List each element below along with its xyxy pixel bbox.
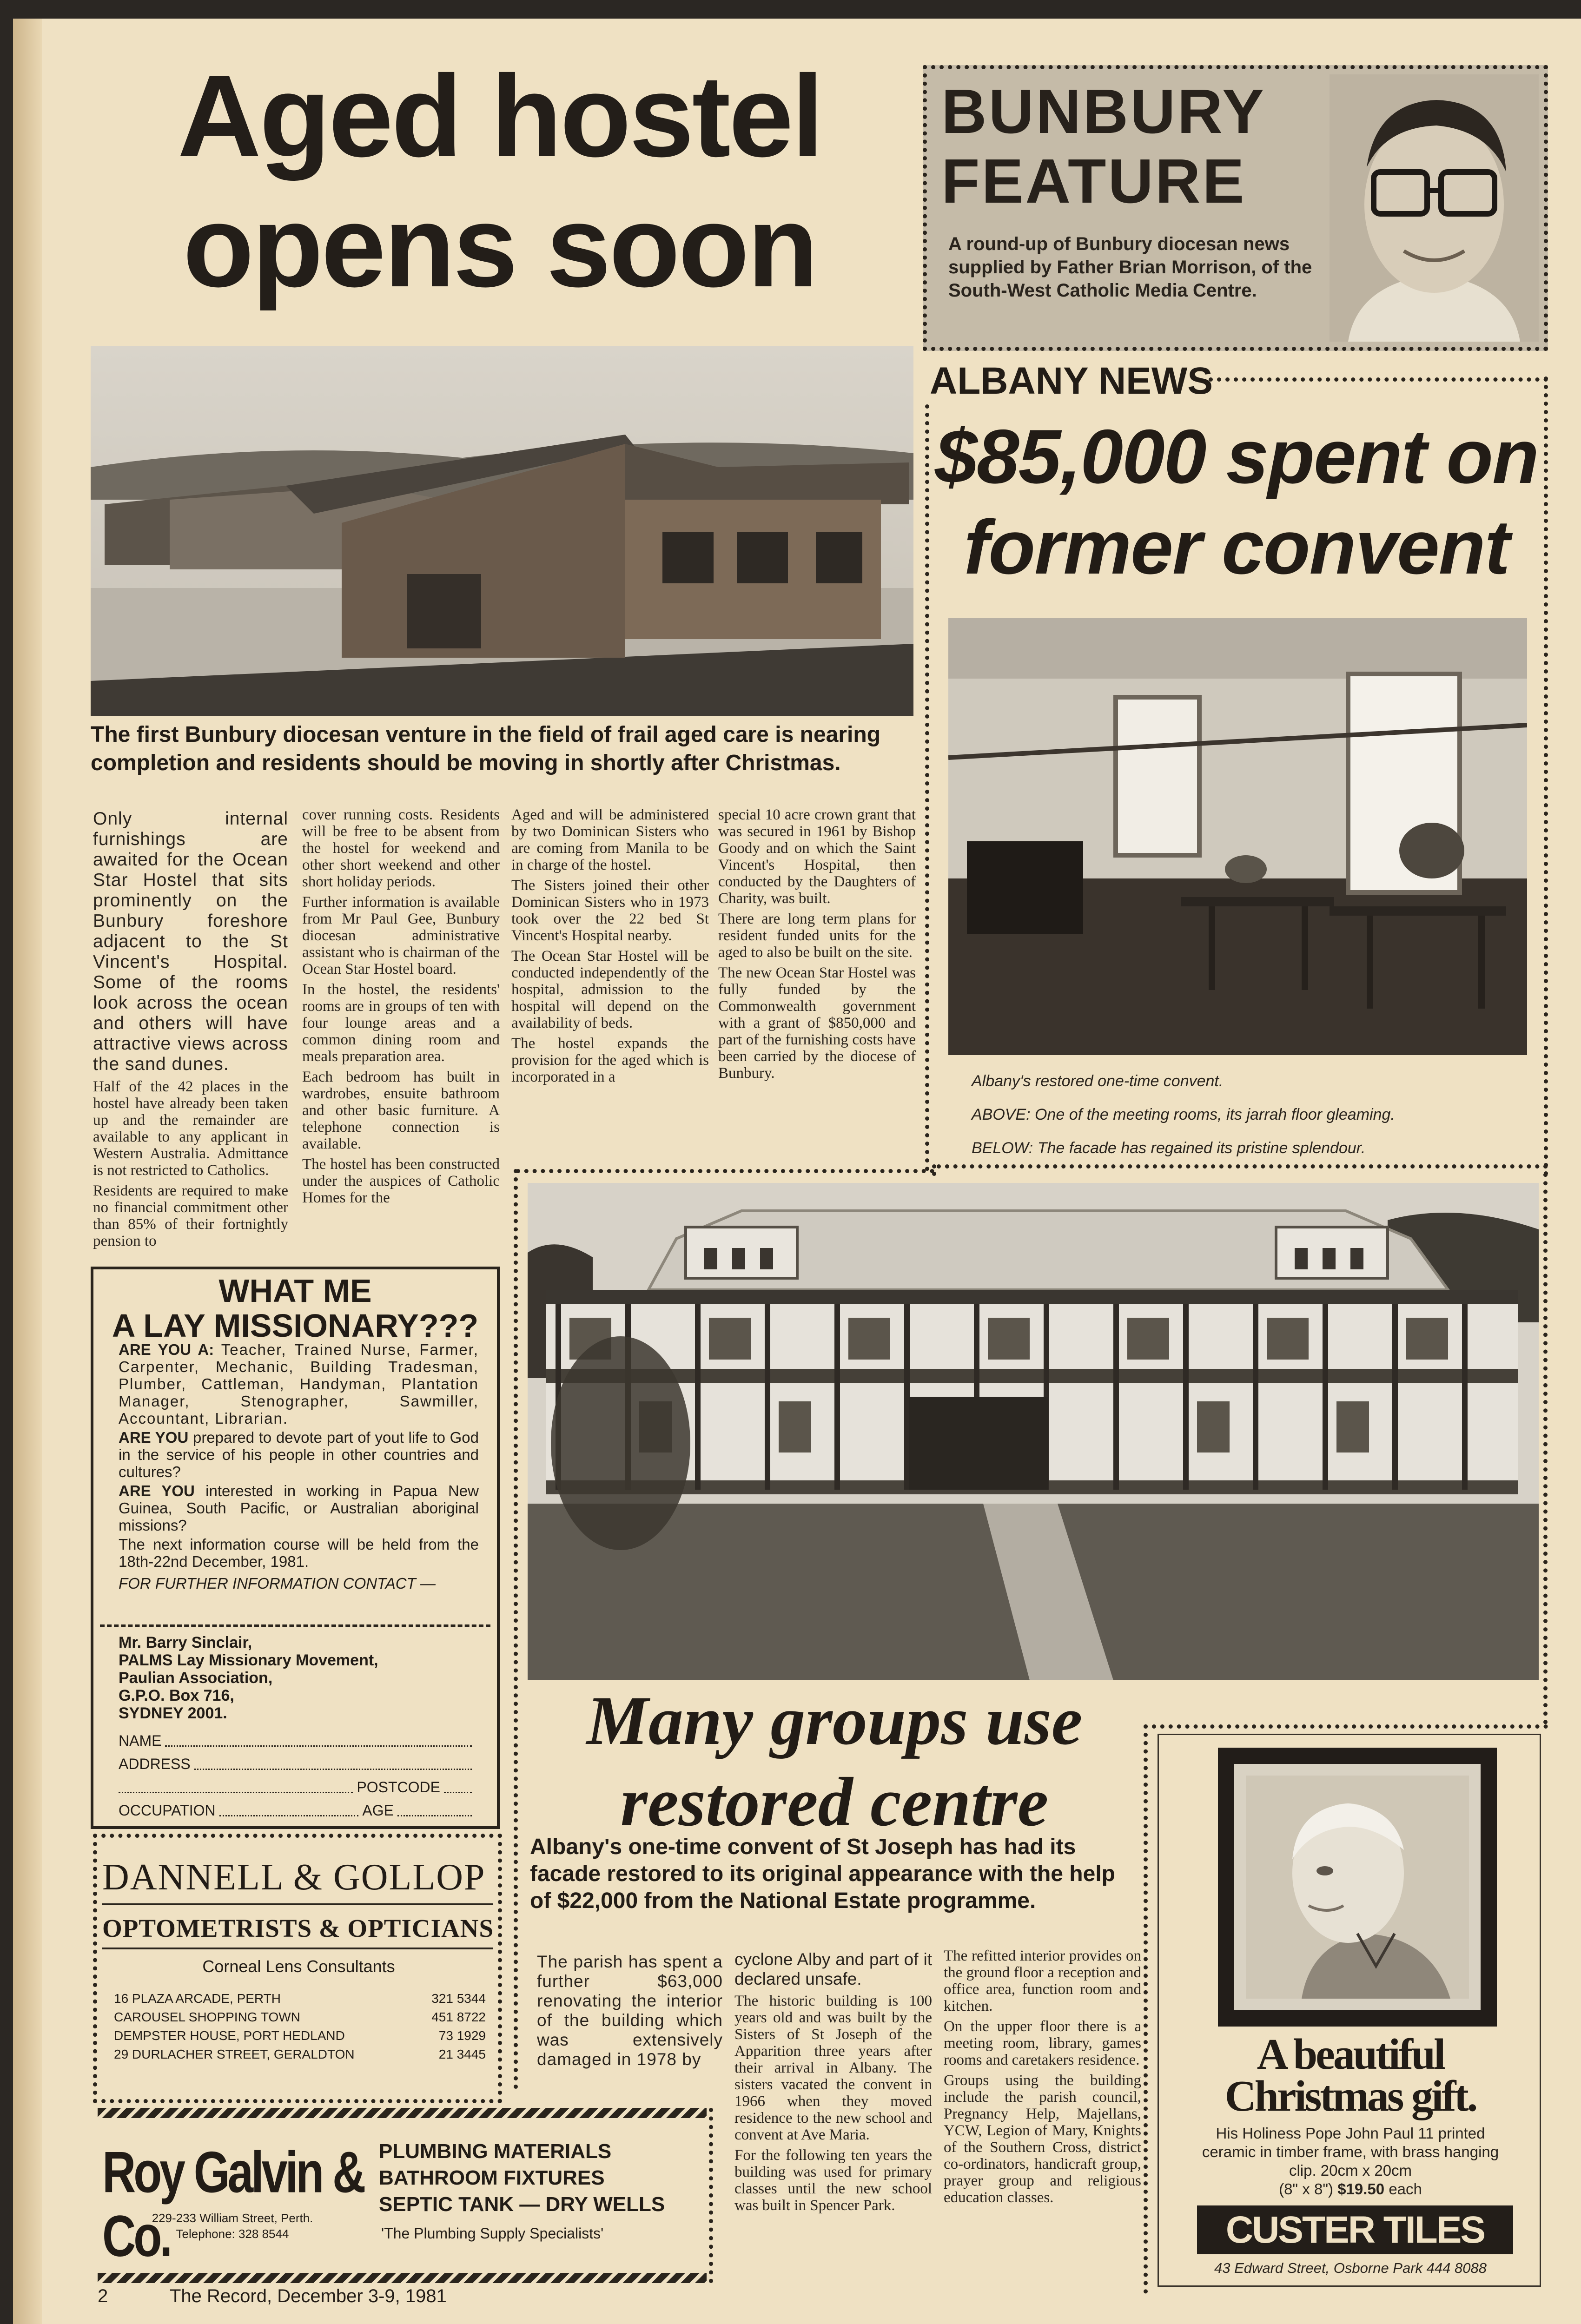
optometrist-locations <box>114 1989 486 2064</box>
centre-column-2 <box>734 1950 932 2218</box>
pope-portrait-tile <box>1218 1748 1497 2027</box>
tiles-address: 43 Edward Street, Osborne Park 444 8088 <box>1214 2260 1487 2276</box>
form-address-row <box>119 1752 472 1776</box>
main-headline-line1: Aged hostel <box>177 51 822 181</box>
missionary-para-3 <box>119 1482 479 1534</box>
hostel-col1-para1: Only internal furnishings are awaited for the Ocean Star Hostel that sits prominently on the Bunbury foreshore adjacent to the St Vincent's Hospital. Some of the rooms look across the ocean and others will have attractive views across the sand dunes. <box>93 809 288 1074</box>
missionary-title-line1: WHAT ME <box>218 1273 372 1309</box>
hostel-photo <box>91 346 913 716</box>
missionary-p1-lead: ARE YOU A: <box>119 1341 214 1358</box>
tiles-headline-line1: A beautiful <box>1257 2030 1444 2079</box>
form-postcode-input[interactable] <box>444 1776 472 1793</box>
centre-col3-para2: On the upper floor there is a meeting room, library, games rooms and caretakers residence. <box>944 2018 1141 2068</box>
form-postcode-label: POSTCODE <box>357 1779 440 1796</box>
location-phone: 321 5344 <box>431 1991 486 2006</box>
plumbing-service-3: SEPTIC TANK — DRY WELLS <box>379 2193 665 2216</box>
missionary-p1-text: Teacher, Trained Nurse, Farmer, Carpenter, Mechanic, Building Tradesman, Plumber, Cattleman, Handyman, Plantation Manager, Stenographer, Sawmiller, Accountant, Librarian. <box>119 1341 479 1427</box>
missionary-address <box>119 1634 472 1722</box>
tiles-size: (8" x 8") <box>1279 2180 1334 2198</box>
pope-portrait-drawing <box>1218 1748 1497 2027</box>
publication-line: The Record, December 3-9, 1981 <box>170 2286 447 2306</box>
missionary-p3-text: interested in working in Papua New Guinea, South Pacific, or Australian aboriginal missions? <box>119 1482 479 1534</box>
missionary-contact-label: FOR FURTHER INFORMATION CONTACT — <box>119 1575 436 1592</box>
hostel-column-2 <box>302 806 500 1210</box>
plumbing-phone: Telephone: 328 8544 <box>176 2227 289 2241</box>
hostel-column-4 <box>718 806 916 1085</box>
missionary-address-line2: PALMS Lay Missionary Movement, <box>119 1651 378 1669</box>
location-phone: 451 8722 <box>431 2010 486 2024</box>
missionary-para-2 <box>119 1429 479 1480</box>
tiles-price: $19.50 <box>1337 2180 1385 2198</box>
form-name-row <box>119 1729 472 1752</box>
hostel-column-1 <box>93 809 288 1253</box>
feature-title-line2: FEATURE <box>941 146 1246 216</box>
missionary-title <box>98 1274 493 1343</box>
tiles-desc-text: His Holiness Pope John Paul 11 printed ceramic in timber frame, with brass hanging clip. 20cm x 20cm <box>1202 2125 1499 2179</box>
missionary-title-line2: A LAY MISSIONARY??? <box>112 1307 479 1344</box>
meeting-room-drawing <box>948 618 1527 1055</box>
missionary-address-line1: Mr. Barry Sinclair, <box>119 1634 252 1651</box>
albany-headline <box>934 411 1539 593</box>
albany-headline-line1: $85,000 spent on <box>935 414 1538 499</box>
optometrist-location-row <box>114 2008 486 2027</box>
centre-col3-para1: The refitted interior provides on the ground floor a reception and office area, function room and kitchen. <box>944 1948 1141 2014</box>
plumbing-tagline: 'The Plumbing Supply Specialists' <box>381 2225 604 2242</box>
optometrist-location-row <box>114 2027 486 2045</box>
form-postcode-row <box>119 1776 472 1799</box>
centre-headline <box>525 1680 1144 1843</box>
tiles-price-suffix: each <box>1389 2180 1422 2198</box>
location-name: DEMPSTER HOUSE, PORT HEDLAND <box>114 2028 345 2043</box>
hostel-deck: The first Bunbury diocesan venture in the field of frail aged care is nearing completion and residents should be moving in shortly after Christmas. <box>91 722 881 775</box>
facade-frame-top-left <box>516 1169 934 1173</box>
missionary-divider <box>100 1624 490 1627</box>
optometrist-rule-1 <box>102 1903 493 1905</box>
location-phone: 21 3445 <box>438 2047 486 2061</box>
facade-frame-top-right <box>937 1164 1548 1169</box>
optometrist-location-row <box>114 1989 486 2008</box>
albany-headline-line2: former convent <box>964 504 1509 590</box>
hostel-col3-para4: The hostel expands the provision for the aged which is incorporated in a <box>511 1035 709 1085</box>
albany-border-left <box>925 404 929 1171</box>
convent-facade-photo <box>528 1183 1539 1680</box>
meeting-room-photo <box>948 618 1527 1055</box>
page-number: 2 <box>98 2286 108 2306</box>
missionary-form <box>119 1729 472 1822</box>
centre-column-1 <box>537 1952 723 2073</box>
form-age-input[interactable] <box>397 1799 472 1816</box>
portrait-drawing <box>1330 74 1539 342</box>
feature-title-line1: BUNBURY <box>941 76 1266 146</box>
missionary-address-line4: G.P.O. Box 716, <box>119 1687 234 1704</box>
hostel-col2-para4: Each bedroom has built in wardrobes, ensuite bathroom and other basic furniture. A telephone connection is available. <box>302 1069 500 1152</box>
form-name-input[interactable] <box>165 1729 472 1747</box>
albany-border-top <box>1209 377 1548 382</box>
albany-section-label: ALBANY NEWS <box>930 360 1213 402</box>
missionary-address-line5: SYDNEY 2001. <box>119 1704 227 1722</box>
page-spine-shadow <box>13 19 42 2324</box>
plumbing-ad-top-rule <box>98 2108 707 2118</box>
form-address-input-2[interactable] <box>119 1776 353 1793</box>
missionary-p2-lead: ARE YOU <box>119 1429 189 1446</box>
form-address-label: ADDRESS <box>119 1756 191 1772</box>
location-name: CAROUSEL SHOPPING TOWN <box>114 2010 300 2024</box>
albany-captions <box>972 1064 1548 1165</box>
form-occupation-row <box>119 1799 472 1822</box>
hostel-col4-para1: special 10 acre crown grant that was secured in 1961 by Bishop Goody and on which the Saint Vincent's Hospital, then conducted by the Daughters of Charity, was built. <box>718 806 916 907</box>
centre-col2-lead: cyclone Alby and part of it declared unsafe. <box>734 1950 932 1988</box>
tiles-headline-line2: Christmas gift. <box>1224 2072 1476 2120</box>
missionary-p3-lead: ARE YOU <box>119 1482 195 1499</box>
hostel-building-drawing <box>91 346 913 716</box>
missionary-body <box>119 1341 479 1592</box>
feature-blurb: A round-up of Bunbury diocesan news supplied by Father Brian Morrison, of the South-West Catholic Media Centre. <box>948 234 1312 301</box>
centre-headline-line1: Many groups use <box>586 1682 1083 1759</box>
hostel-col2-para3: In the hostel, the residents' rooms are in groups of ten with four lounge areas and a common dining room and meals preparation area. <box>302 981 500 1065</box>
albany-caption-convent: Albany's restored one-time convent. <box>972 1072 1224 1090</box>
hostel-column-3 <box>511 806 709 1089</box>
centre-col2-para1: The historic building is 100 years old and was built by the Sisters of St Joseph of the Apparition three years after their arrival in Albany. The sisters vacated the convent in 1966 when they moved residence to the new school and convent at Ave Maria. <box>734 1993 932 2143</box>
plumbing-ad-bottom-rule <box>98 2273 707 2283</box>
optometrist-location-row <box>114 2045 486 2064</box>
form-name-label: NAME <box>119 1732 162 1749</box>
form-occupation-label: OCCUPATION <box>119 1802 216 1819</box>
main-headline <box>93 51 906 311</box>
centre-column-3 <box>944 1948 1141 2210</box>
hostel-col2-para5: The hostel has been constructed under the auspices of Catholic Homes for the <box>302 1156 500 1206</box>
optometrist-rule-2 <box>102 1948 493 1949</box>
plumbing-service-2: BATHROOM FIXTURES <box>379 2166 605 2189</box>
plumbing-service-1: PLUMBING MATERIALS <box>379 2140 612 2163</box>
centre-col3-para3: Groups using the building include the parish council, Pregnancy Help, Majellans, YCW, Legion of Mary, Knights of the Southern Cross, district co-ordinators, handicraft group, prayer group and religious education classes. <box>944 2072 1141 2206</box>
centre-headline-line2: restored centre <box>620 1763 1049 1841</box>
albany-caption-above: ABOVE: One of the meeting rooms, its jarrah floor gleaming. <box>972 1106 1395 1123</box>
hostel-col1-para2: Half of the 42 places in the hostel have already been taken up and the remainder are available to any applicant in Western Australia. Admittance is not restricted to Catholics. <box>93 1078 288 1179</box>
centre-deck: Albany's one-time convent of St Joseph has had its facade restored to its original appearance with the help of $22,000 from the National Estate programme. <box>530 1835 1115 1913</box>
hostel-col3-para3: The Ocean Star Hostel will be conducted independently of the hospital, admission to the hospital will depend on the availability of beds. <box>511 948 709 1031</box>
albany-caption-below: BELOW: The facade has regained its pristine splendour. <box>972 1139 1366 1157</box>
hostel-col1-para3: Residents are required to make no financial commitment other than 85% of their fortnightly pension to <box>93 1182 288 1249</box>
hostel-col4-para2: There are long term plans for resident funded units for the aged to also be built on the site. <box>718 911 916 961</box>
optometrist-subtitle: OPTOMETRISTS & OPTICIANS <box>102 1914 494 1942</box>
centre-col1-para1: The parish has spent a further $63,000 renovating the interior of the building which was extensively damaged in 1978 by <box>537 1952 723 2069</box>
tiles-headline <box>1162 2030 1539 2120</box>
hostel-col2-para1: cover running costs. Residents will be free to be absent from the hostel for weekend and other short weekend and other short holiday periods. <box>302 806 500 890</box>
form-age-label: AGE <box>362 1802 394 1819</box>
plumbing-services <box>379 2138 714 2218</box>
main-headline-line2: opens soon <box>183 181 817 311</box>
location-name: 16 PLAZA ARCADE, PERTH <box>114 1991 281 2006</box>
hostel-col3-para2: The Sisters joined their other Dominican Sisters who in 1973 took over the 22 bed St Vincent's Hospital nearby. <box>511 877 709 944</box>
feature-title <box>941 77 1266 216</box>
missionary-para-4: The next information course will be held from the 18th-22nd December, 1981. <box>119 1536 479 1570</box>
tiles-description <box>1190 2124 1511 2199</box>
father-brian-portrait <box>1330 74 1539 342</box>
plumbing-contact <box>102 2210 363 2242</box>
hostel-col2-para2: Further information is available from Mr Paul Gee, Bunbury diocesan administrative assistant who is chairman of the Ocean Star Hostel board. <box>302 894 500 977</box>
form-occupation-input[interactable] <box>219 1799 359 1816</box>
convent-facade-drawing <box>528 1183 1539 1680</box>
tiles-brand: CUSTER TILES <box>1197 2205 1513 2254</box>
plumbing-address: 229-233 William Street, Perth. <box>152 2211 313 2225</box>
location-name: 29 DURLACHER STREET, GERALDTON <box>114 2047 355 2061</box>
optometrist-tagline: Corneal Lens Consultants <box>202 1957 395 1976</box>
facade-frame-right <box>1543 1164 1548 1724</box>
form-address-input[interactable] <box>194 1752 472 1770</box>
centre-col2-para2: For the following ten years the building was used for primary classes until the new school was built in Spencer Park. <box>734 2147 932 2214</box>
missionary-para-1 <box>119 1341 479 1427</box>
hostel-col3-para1: Aged and will be administered by two Dominican Sisters who are coming from Manila to be in charge of the hostel. <box>511 806 709 873</box>
missionary-p2-text: prepared to devote part of yout life to God in the service of his people in other countries and cultures? <box>119 1429 479 1480</box>
plumbing-brand: Roy Galvin & Co. <box>102 2139 364 2269</box>
facade-frame-left <box>514 1169 518 2089</box>
missionary-address-line3: Paulian Association, <box>119 1669 273 1687</box>
hostel-col4-para3: The new Ocean Star Hostel was fully funded by the Commonwealth government with a grant of $850,000 and part of the furnishing costs have been carried by the diocese of Bunbury. <box>718 964 916 1082</box>
optometrist-name: DANNELL & GOLLOP <box>102 1857 486 1898</box>
location-phone: 73 1929 <box>438 2028 486 2043</box>
